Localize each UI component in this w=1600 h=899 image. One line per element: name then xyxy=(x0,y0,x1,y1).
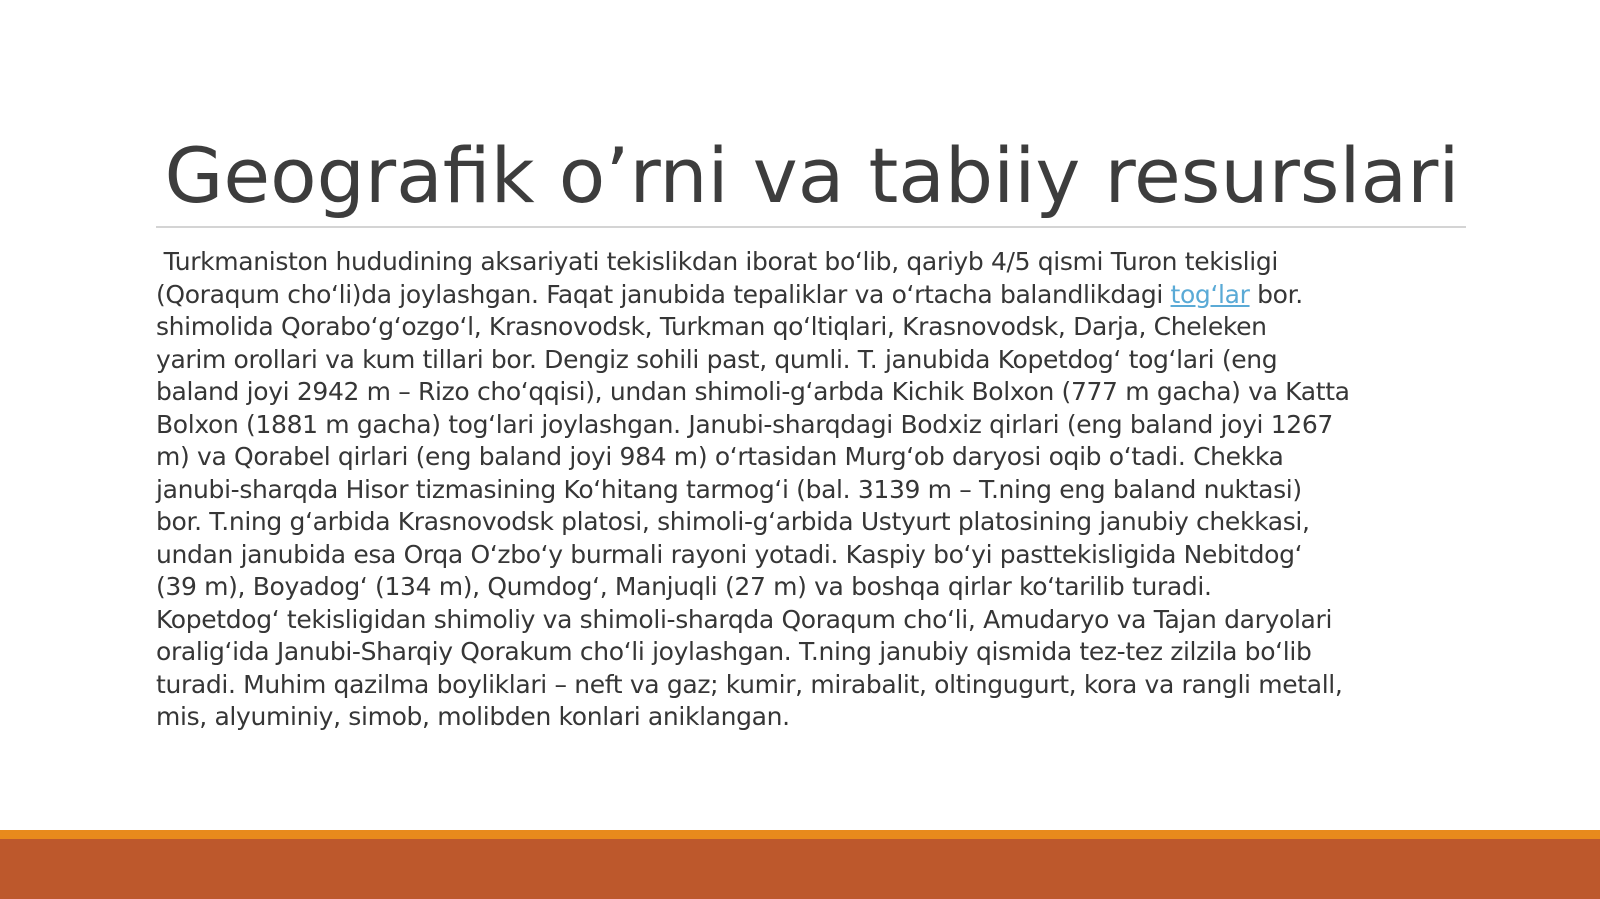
body-line xyxy=(156,279,1468,312)
body-line: baland joyi 2942 m – Rizo choʻqqisi), undan shimoli-gʻarbda Kichik Bolxon (777 m gacha) va Katta xyxy=(156,377,1350,406)
body-line: mis, alyuminiy, simob, molibden konlari aniklangan. xyxy=(156,702,790,731)
body-line: janubi-sharqda Hisor tizmasining Koʻhitang tarmogʻi (bal. 3139 m – T.ning eng baland nuktasi) xyxy=(156,474,1302,504)
toglar-link[interactable]: togʻlar xyxy=(1170,279,1250,309)
body-line: bor. T.ning gʻarbida Krasnovodsk platosi, shimoli-gʻarbida Ustyurt platosining janubiy chekkasi, xyxy=(156,507,1310,536)
footer-accent-bar xyxy=(0,830,1600,839)
body-line: Turkmaniston hududining aksariyati tekislikdan iborat boʻlib, qariyb 4/5 qismi Turon tekisligi xyxy=(156,247,1278,276)
body-line: turadi. Muhim qazilma boyliklari – neft va gaz; kumir, mirabalit, oltingugurt, kora va rangli metall, xyxy=(156,669,1343,699)
body-line: yarim orollari va kum tillari bor. Dengiz sohili past, qumli. T. janubida Kopetdogʻ togʻlari (eng xyxy=(156,344,1278,374)
body-line: m) va Qorabel qirlari (eng baland joyi 984 m) oʻrtasidan Murgʻob daryosi oqib oʻtadi. Chekka xyxy=(156,442,1284,471)
body-line: Bolxon (1881 m gacha) togʻlari joylashgan. Janubi-sharqdagi Bodxiz qirlari (eng baland joyi 1267 xyxy=(156,409,1333,439)
body-line: oraligʻida Janubi-Sharqiy Qorakum choʻli joylashgan. T.ning janubiy qismida tez-tez zilzila boʻlib xyxy=(156,637,1312,666)
body-line: undan janubida esa Orqa Oʻzboʻy burmali rayoni yotadi. Kaspiy boʻyi pasttekisligida Nebitdogʻ xyxy=(156,539,1303,569)
body-text: bor. xyxy=(1249,279,1303,309)
body-line: shimolida Qoraboʻgʻozgoʻl, Krasnovodsk, Turkman qoʻltiqlari, Krasnovodsk, Darja, Cheleken xyxy=(156,312,1267,341)
slide-body-text xyxy=(156,246,1468,734)
slide-title: Geografik o’rni va tabiiy resurslari xyxy=(164,131,1460,220)
body-line: (39 m), Boyadogʻ (134 m), Qumdogʻ, Manjuqli (27 m) va boshqa qirlar koʻtarilib turadi. xyxy=(156,572,1212,601)
footer-bar xyxy=(0,839,1600,899)
body-text: (Qoraqum choʻli)da joylashgan. Faqat janubida tepaliklar va oʻrtacha balandlikdagi xyxy=(156,279,1171,309)
body-line: Kopetdogʻ tekisligidan shimoliy va shimoli-sharqda Qoraqum choʻli, Amudaryo va Tajan daryolari xyxy=(156,604,1333,634)
title-divider xyxy=(156,226,1466,228)
